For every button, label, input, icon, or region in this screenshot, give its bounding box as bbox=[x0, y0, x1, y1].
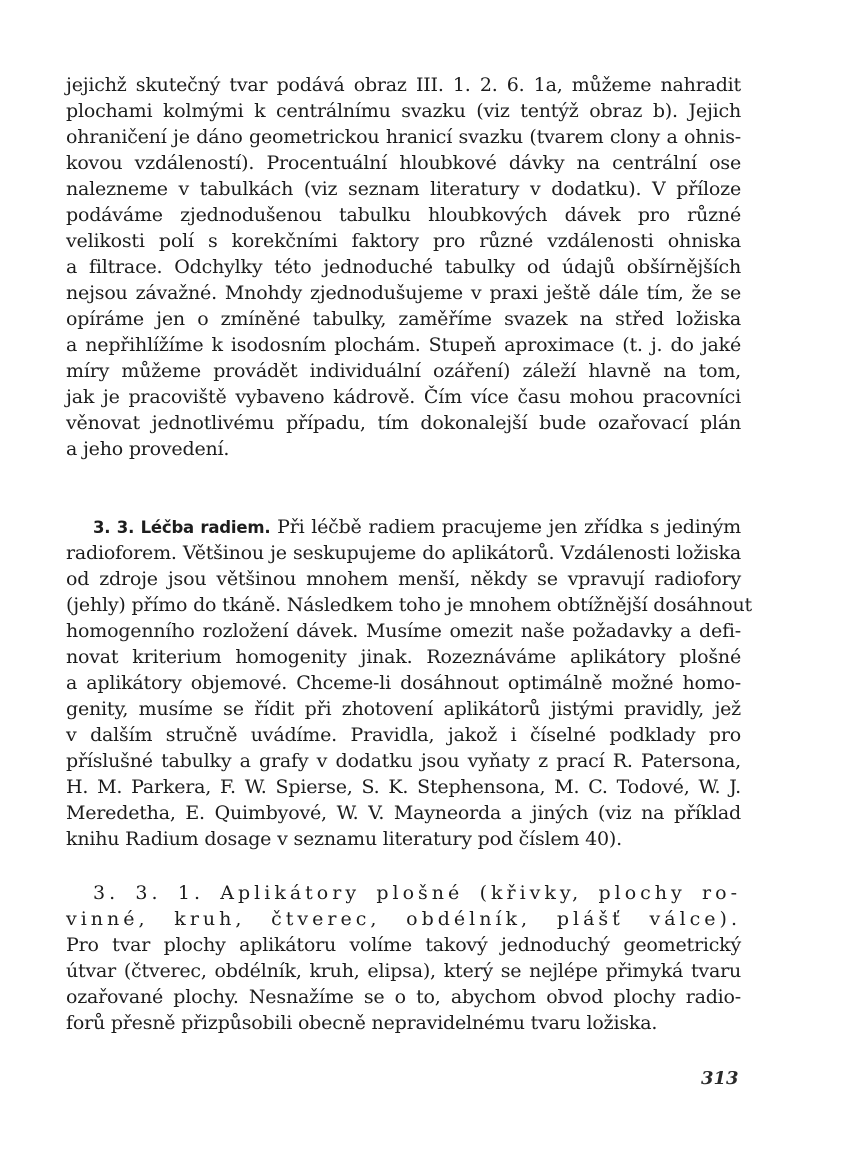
paragraph-line: nalezneme v tabulkách (viz seznam literatury v dodatku). V příloze bbox=[66, 178, 741, 200]
paragraph-line: (jehly) přímo do tkáně. Následkem toho je mnohem obtížnější dosáhnout bbox=[66, 594, 752, 616]
section-heading: 3. 3. Léčba radiem. bbox=[93, 518, 271, 537]
paragraph-line: opíráme jen o zmíněné tabulky, zaměříme svazek na střed ložiska bbox=[66, 308, 741, 330]
subsection-heading-line: vinné, kruh, čtverec, obdélník, plášť válce). bbox=[66, 908, 741, 930]
paragraph-line: míry můžeme provádět individuální ozáření) záleží hlavně na tom, bbox=[66, 360, 741, 382]
paragraph-line: Pro tvar plochy aplikátoru volíme takový jednoduchý geometrický bbox=[66, 934, 741, 956]
paragraph-line: jejichž skutečný tvar podává obraz III. 1. 2. 6. 1a, můžeme nahradit bbox=[66, 74, 741, 96]
paragraph-line: novat kriterium homogenity jinak. Rozeznáváme aplikátory plošné bbox=[66, 646, 741, 668]
paragraph-line: a nepřihlížíme k isodosním plochám. Stupeň aproximace (t. j. do jaké bbox=[66, 334, 741, 356]
paragraph-line: jak je pracoviště vybaveno kádrově. Čím více času mohou pracovníci bbox=[66, 386, 741, 408]
paragraph-line: forů přesně přizpůsobili obecně nepravidelnému tvaru ložiska. bbox=[66, 1012, 658, 1034]
paragraph-line: H. M. Parkera, F. W. Spierse, S. K. Stephensona, M. C. Todové, W. J. bbox=[66, 776, 741, 798]
page-number: 313 bbox=[701, 1068, 739, 1089]
paragraph-line: ozařované plochy. Nesnažíme se o to, abychom obvod plochy radio- bbox=[66, 986, 741, 1008]
paragraph-line: knihu Radium dosage v seznamu literatury pod číslem 40). bbox=[66, 828, 622, 850]
paragraph-line: velikosti polí s korekčními faktory pro různé vzdálenosti ohniska bbox=[66, 230, 741, 252]
paragraph-line: od zdroje jsou většinou mnohem menší, někdy se vpravují radiofory bbox=[66, 568, 741, 590]
paragraph-line: nejsou závažné. Mnohdy zjednodušujeme v praxi ještě dále tím, že se bbox=[66, 282, 741, 304]
section-heading-rest: Při léčbě radiem pracujeme jen zřídka s jediným bbox=[277, 516, 741, 538]
paragraph-line: Meredetha, E. Quimbyové, W. V. Mayneorda a jiných (viz na příklad bbox=[66, 802, 741, 824]
paragraph-line: příslušné tabulky a grafy v dodatku jsou vyňaty z prací R. Patersona, bbox=[66, 750, 741, 772]
paragraph-line: a filtrace. Odchylky této jednoduché tabulky od údajů obšírnějších bbox=[66, 256, 741, 278]
paragraph-line: věnovat jednotlivému případu, tím dokonalejší bude ozařovací plán bbox=[66, 412, 741, 434]
paragraph-line: a aplikátory objemové. Chceme-li dosáhnout optimálně možné homo- bbox=[66, 672, 741, 694]
paragraph-line: homogenního rozložení dávek. Musíme omezit naše požadavky a defi- bbox=[66, 620, 741, 642]
paragraph-line: kovou vzdáleností). Procentuální hloubkové dávky na centrální ose bbox=[66, 152, 741, 174]
paragraph-line: a jeho provedení. bbox=[66, 438, 230, 460]
paragraph-line: podáváme zjednodušenou tabulku hloubkových dávek pro různé bbox=[66, 204, 741, 226]
paragraph-line: radioforem. Většinou je seskupujeme do aplikátorů. Vzdálenosti ložiska bbox=[66, 542, 741, 564]
paragraph-line: plochami kolmými k centrálnímu svazku (viz tentýž obraz b). Jejich bbox=[66, 100, 741, 122]
subsection-heading-line: 3. 3. 1. Aplikátory plošné (křivky, plochy ro- bbox=[93, 882, 741, 904]
paragraph-line: útvar (čtverec, obdélník, kruh, elipsa), který se nejlépe přimyká tvaru bbox=[66, 960, 741, 982]
section-heading-line bbox=[93, 514, 741, 540]
paragraph-line: genity, musíme se řídit při zhotovení aplikátorů jistými pravidly, jež bbox=[66, 698, 741, 720]
paragraph-line: v dalším stručně uvádíme. Pravidla, jakož i číselné podklady pro bbox=[66, 724, 741, 746]
paragraph-line: ohraničení je dáno geometrickou hranicí svazku (tvarem clony a ohnis- bbox=[66, 126, 741, 148]
